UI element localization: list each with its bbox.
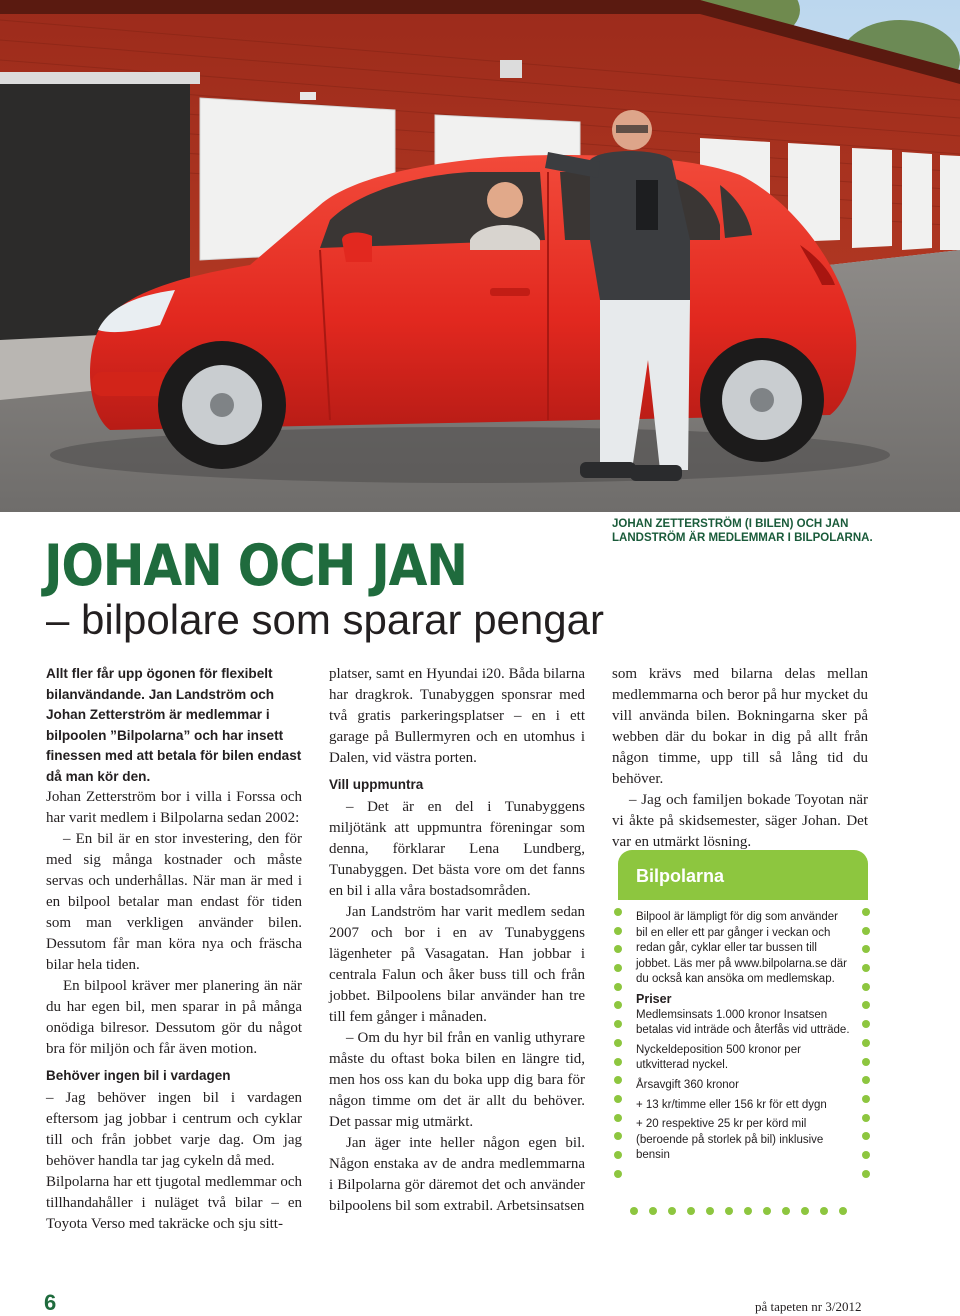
- info-box-heading: Bilpolarna: [636, 866, 725, 886]
- lead-paragraph: Allt fler får upp ögonen för flexibelt bilanvändande. Jan Landström och Johan Zetterström är medlemmar i bilpoolen ”Bilpolarna” och har insett finessen med att betala för bilen endast då man kör den.: [46, 666, 302, 784]
- article-subtitle: – bilpolare som sparar pengar: [46, 596, 604, 643]
- price-item: + 13 kr/timme eller 156 kr för ett dygn: [636, 1098, 827, 1111]
- body-paragraph: Jan äger inte heller någon egen bil. Någon enstaka av de andra medlemmarna i Bilpolarna gör däremot det och använder bilpoolens bil som extrabil. Arbetsinsatsen: [329, 1135, 585, 1214]
- body-paragraph: platser, samt en Hyundai i20. Båda bilarna har dragkrok. Tunabyggen sponsrar med två gratis parkeringsplatser – en i ett garage på Bullermyren och en utomhus i Dalen, vid västra porten.: [329, 666, 585, 766]
- body-paragraph: Bilpolarna har ett tjugotal medlemmar och tillhandahåller i nuläget två bilar – en Toyota Verso med takräcke och sju sitt-: [46, 1174, 302, 1232]
- publication-footer: på tapeten nr 3/2012: [755, 1299, 862, 1314]
- info-box-body: [636, 910, 852, 1168]
- body-paragraph: – Jag behöver ingen bil i vardagen eftersom jag jobbar i centrum och cyklar till och från jobbet varje dag. Om jag behöver handla tar jag cykeln då med.: [46, 1090, 302, 1169]
- body-paragraph: – Jag och familjen bokade Toyotan när vi åkte på skidsemester, säger Johan. Det var en utmärkt lösning.: [612, 792, 868, 850]
- garage-number-sign: [300, 92, 316, 100]
- subheading: Vill uppmuntra: [329, 777, 424, 792]
- subheading: Behöver ingen bil i vardagen: [46, 1068, 231, 1083]
- body-paragraph: – Det är en del i Tunabyggens miljötänk att uppmuntra föreningar som denna, förklarar Lena Lundberg, Tunabyggen. Det bästa vore om det fanns en bil i alla våra bostadsområden.: [329, 799, 585, 899]
- hero-photo: [0, 0, 960, 512]
- info-box-intro: Bilpool är lämpligt för dig som använder bil en eller ett par gånger i veckan och redan går, cyklar eller tar bussen till jobbet. Läs mer på www.bilpolarna.se där du också kan ansöka om medlemskap.: [636, 911, 847, 986]
- body-paragraph: som krävs med bilarna delas mellan medlemmarna och beror på hur mycket du vill använda bilen. Bokningarna sker på webben där du bokar in dig på allt från någon timme, upp till så lång tid du behöver.: [612, 666, 868, 787]
- body-paragraph: – Om du hyr bil från en vanlig uthyrare måste du oftast boka bilen en längre tid, men hos oss kan du boka upp dig bara för någon timme om det är allt du behöver. Det passar mig utmärkt.: [329, 1030, 585, 1130]
- price-item: Medlemsinsats 1.000 kronor Insatsen betalas vid inträde och återfås vid utträde.: [636, 1008, 850, 1037]
- bilpolarna-info-box: [618, 850, 868, 1212]
- article-column-2: [329, 664, 585, 1217]
- photo-caption: JOHAN ZETTERSTRÖM (I BILEN) OCH JAN LANDSTRÖM ÄR MEDLEMMAR I BILPOLARNA.: [612, 518, 873, 544]
- article-title: JOHAN OCH JAN: [44, 533, 467, 599]
- body-paragraph: En bilpool kräver mer planering än när du har egen bil, men sparar in på många onödiga bilresor. Dessutom gör du något bra för miljön och får även motion.: [46, 978, 302, 1057]
- article-column-3: [612, 664, 868, 853]
- price-item: Årsavgift 360 kronor: [636, 1078, 739, 1091]
- page-number: 6: [44, 1290, 57, 1315]
- body-paragraph: Jan Landström har varit medlem sedan 2007 och bor i en av Tunabyggens lägenheter på Vasagatan. Han jobbar i centrala Falun och åker buss till och från jobbet. Bilpoolens bilar använder han tre till fem gånger i månaden.: [329, 904, 585, 1025]
- price-item: + 20 respektive 25 kr per körd mil (beroende på storlek på bil) inklusive bensin: [636, 1118, 824, 1162]
- body-paragraph: Johan Zetterström bor i villa i Forssa och har varit medlem i Bilpolarna sedan 2002:: [46, 789, 302, 826]
- dot-border-left: [614, 908, 624, 1178]
- prices-heading: Priser: [636, 991, 672, 1006]
- body-paragraph: – En bil är en stor investering, den för med sig många kostnader och måste servas och underhållas. När man är med i en bilpool betalar man endast för tiden som man verkligen använder bilen. Dessutom får man köra nya och fräscha bilar hela tiden.: [46, 831, 302, 973]
- price-item: Nyckeldeposition 500 kronor per utkvitterad nyckel.: [636, 1043, 801, 1072]
- dot-border-right: [862, 908, 872, 1178]
- dot-border-bottom: [630, 1207, 847, 1215]
- info-box-header: [618, 850, 868, 900]
- article-column-1: [46, 664, 302, 1235]
